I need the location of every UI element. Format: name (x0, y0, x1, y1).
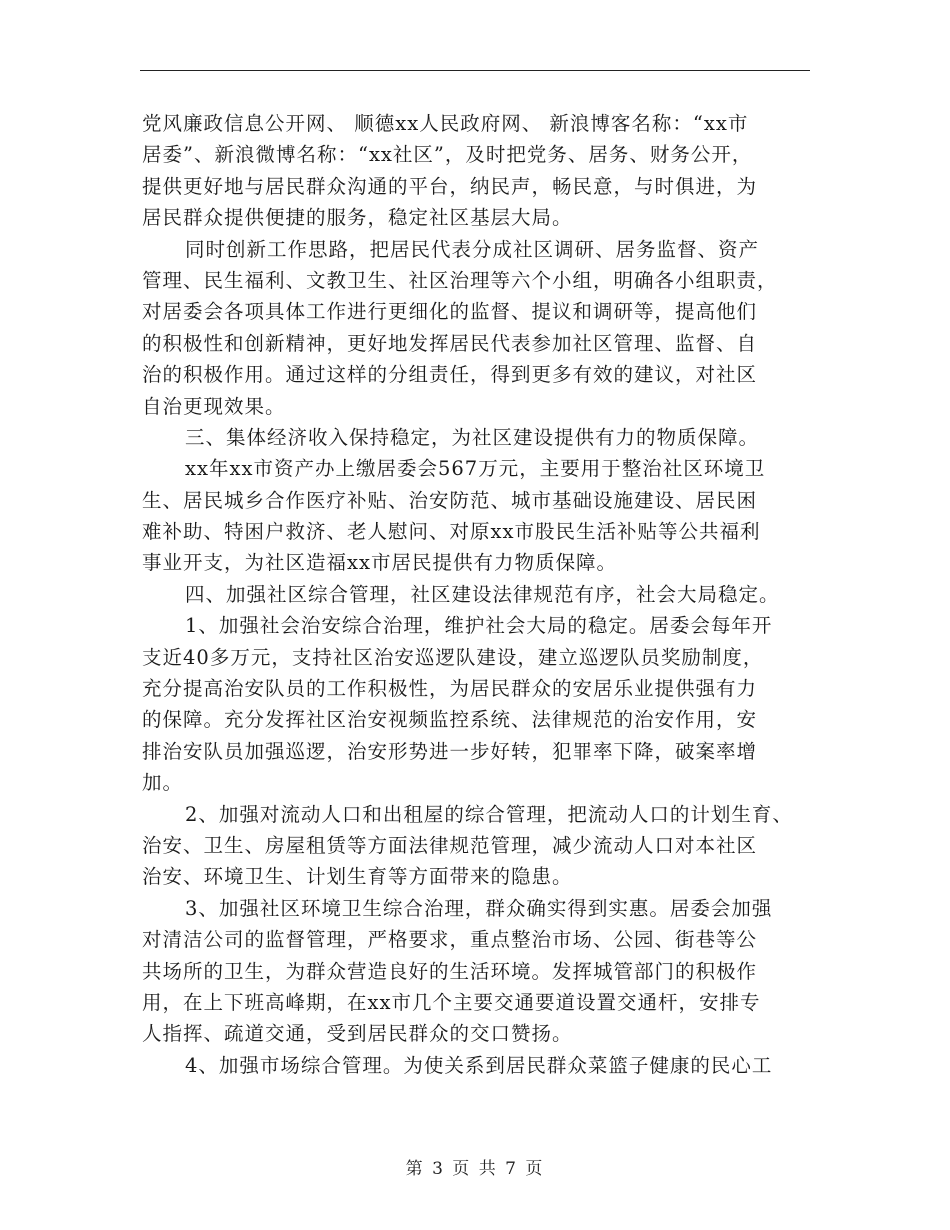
text-line: 用，在上下班高峰期，在xx市几个主要交通要道设置交通杆，安排专 (142, 990, 761, 1014)
text-line: 治安、环境卫生、计划生育等方面带来的隐患。 (142, 865, 573, 889)
text-line: 排治安队员加强巡逻，治安形势进一步好转，犯罪率下降，破案率增 (142, 739, 758, 763)
text-line: xx年xx市资产办上缴居委会567万元，主要用于整治社区环境卫 (185, 457, 766, 481)
text-line: 的积极性和创新精神，更好地发挥居民代表参加社区管理、监督、自 (142, 331, 758, 355)
text-line: 2、加强对流动人口和出租屋的综合管理，把流动人口的计划生育、 (185, 802, 793, 826)
page-number: 第 3 页 共 7 页 (405, 1159, 545, 1179)
text-line: 对清洁公司的监督管理，严格要求，重点整治市场、公园、街巷等公 (142, 928, 758, 952)
text-line: 4、加强市场综合管理。为使关系到居民群众菜篮子健康的民心工 (185, 1053, 773, 1077)
text-line: 生、居民城乡合作医疗补贴、治安防范、城市基础设施建设、居民困 (142, 488, 758, 512)
text-line: 居委”、新浪微博名称：“xx社区”，及时把党务、居务、财务公开， (142, 143, 753, 167)
text-line: 管理、民生福利、文教卫生、社区治理等六个小组，明确各小组职责， (142, 268, 778, 292)
text-line: 1、加强社会治安综合治理，维护社会大局的稳定。居委会每年开 (185, 614, 773, 638)
text-line: 提供更好地与居民群众沟通的平台，纳民声，畅民意，与时俱进，为 (142, 174, 758, 198)
text-line: 四、加强社区综合管理，社区建设法律规范有序，社会大局稳定。 (185, 582, 780, 606)
header-rule (140, 70, 810, 71)
text-line: 3、加强社区环境卫生综合治理，群众确实得到实惠。居委会加强 (185, 896, 773, 920)
text-line: 充分提高治安队员的工作积极性，为居民群众的安居乐业提供强有力 (142, 677, 758, 701)
text-line: 人指挥、疏道交通，受到居民群众的交口赞扬。 (142, 1022, 573, 1046)
text-line: 治安、卫生、房屋租赁等方面法律规范管理，减少流动人口对本社区 (142, 833, 758, 857)
text-line: 同时创新工作思路，把居民代表分成社区调研、居务监督、资产 (185, 237, 760, 261)
text-line: 自治更现效果。 (142, 394, 286, 418)
text-line: 对居委会各项具体工作进行更细化的监督、提议和调研等，提高他们 (142, 300, 758, 324)
text-line: 居民群众提供便捷的服务，稳定社区基层大局。 (142, 206, 573, 230)
text-line: 的保障。充分发挥社区治安视频监控系统、法律规范的治安作用，安 (142, 708, 758, 732)
text-line: 加。 (142, 771, 184, 795)
text-line: 共场所的卫生，为群众营造良好的生活环境。发挥城管部门的积极作 (142, 959, 758, 983)
text-line: 三、集体经济收入保持稳定，为社区建设提供有力的物质保障。 (185, 425, 760, 449)
text-line: 治的积极作用。通过这样的分组责任，得到更多有效的建议，对社区 (142, 363, 758, 387)
text-line: 支近40多万元，支持社区治安巡逻队建设，建立巡逻队员奖励制度， (142, 645, 764, 669)
text-line: 难补助、特困户救济、老人慰问、对原xx市股民生活补贴等公共福利 (142, 520, 761, 544)
text-line: 党风廉政信息公开网、 顺德xx人民政府网、 新浪博客名称：“xx市 (142, 112, 749, 135)
text-line: 事业开支，为社区造福xx市居民提供有力物质保障。 (142, 551, 617, 575)
document-body (142, 108, 832, 1081)
